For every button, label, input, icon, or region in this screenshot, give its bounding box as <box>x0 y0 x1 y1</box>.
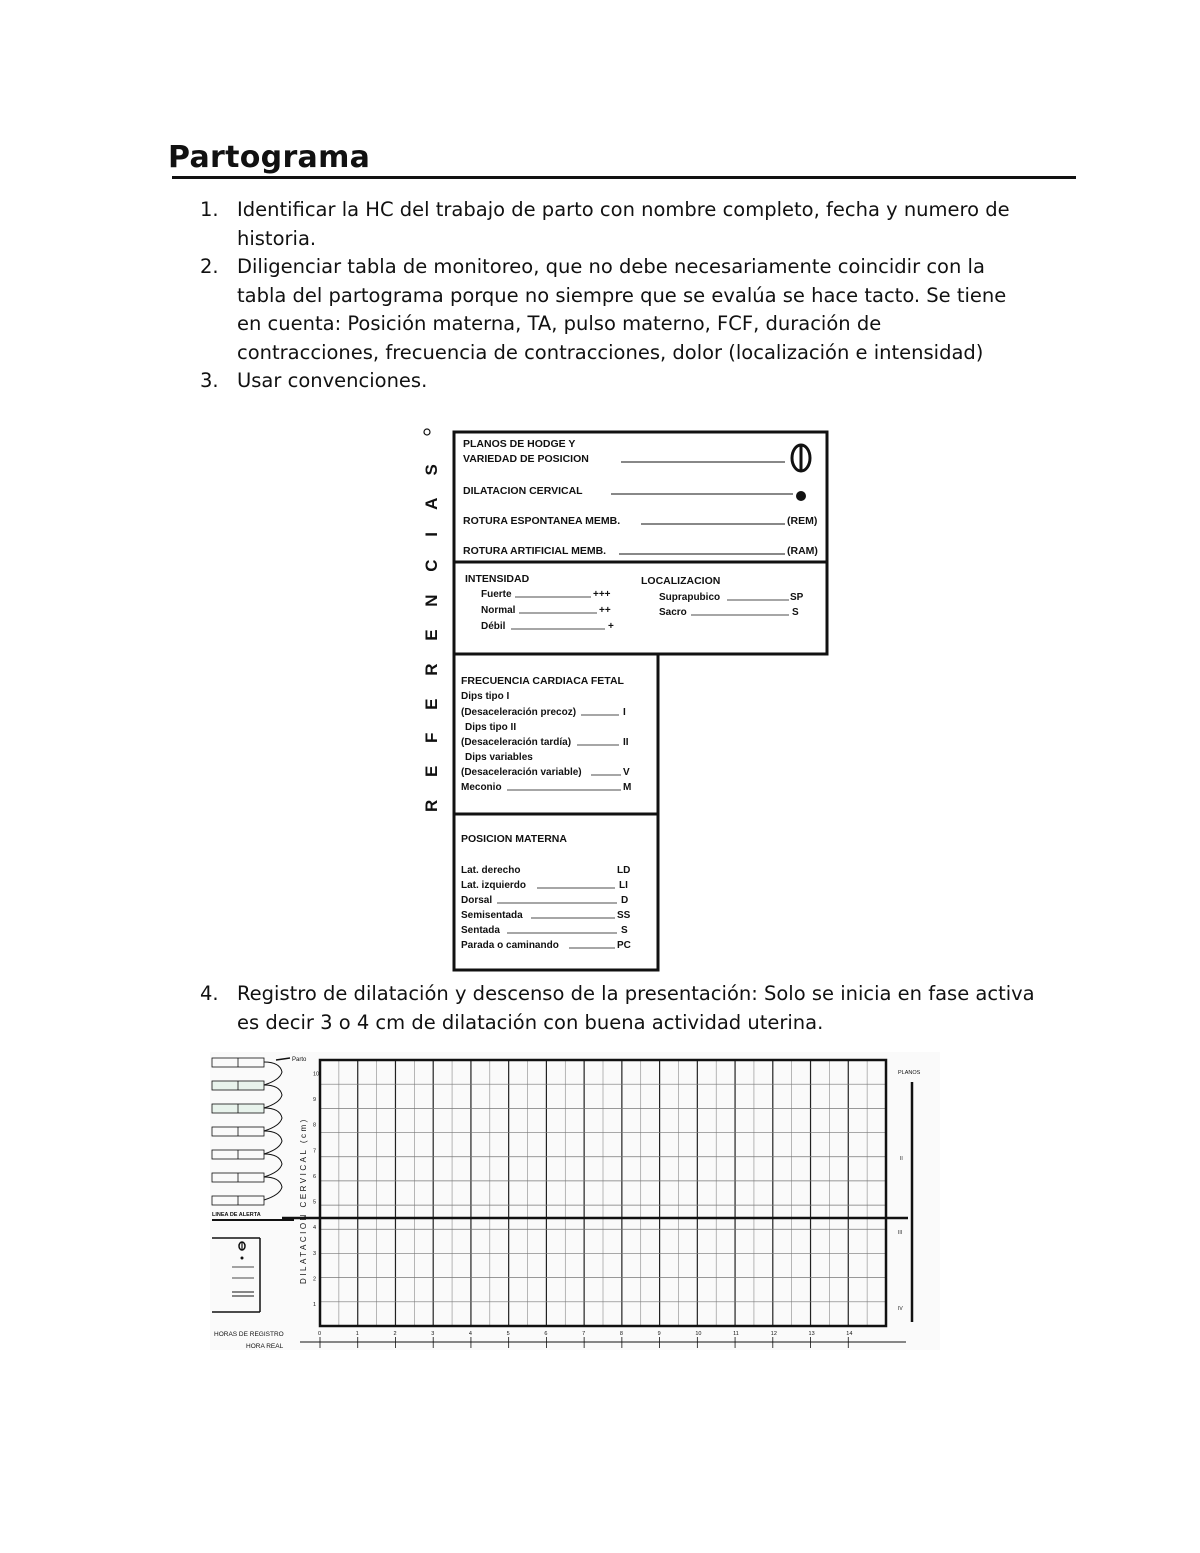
brace-connector <box>264 1154 282 1177</box>
location-heading: LOCALIZACION <box>641 575 721 587</box>
y-ticks <box>313 1071 319 1308</box>
x-tick-label: 10 <box>695 1331 702 1337</box>
y-tick-label: 3 <box>313 1250 317 1257</box>
y-tick-label: 5 <box>313 1199 317 1206</box>
intensity-heading: INTENSIDAD <box>465 573 530 585</box>
legend-mini <box>212 1238 260 1312</box>
x-tick-label: 2 <box>393 1331 397 1337</box>
list-text: Registro de dilatación y descenso de la presentación: Solo se inicia en fase activa es decir 3 o 4 cm de dilatación con buena actividad uterina. <box>237 982 1035 1034</box>
intensity-code: + <box>608 621 614 632</box>
x-tick-label: 6 <box>544 1331 548 1337</box>
x-tick-label: 3 <box>431 1331 435 1337</box>
box1-line5: ROTURA ARTIFICIAL MEMB. <box>463 545 607 557</box>
position-code: SS <box>617 910 631 921</box>
x-tick-label: 14 <box>846 1331 853 1337</box>
position-row: Semisentada <box>461 910 523 921</box>
marker-circle <box>424 429 430 435</box>
list-item <box>200 367 1020 396</box>
plane-tick: II <box>900 1156 903 1162</box>
y-tick-label: 6 <box>313 1173 317 1180</box>
position-code: PC <box>617 940 631 951</box>
parto-marker <box>276 1057 307 1063</box>
brace-connector <box>264 1108 282 1131</box>
y-tick-label: 7 <box>313 1148 317 1155</box>
position-code: LI <box>619 880 628 891</box>
brace-connector <box>264 1131 282 1154</box>
x-tick-label: 13 <box>808 1331 815 1337</box>
x-tick-label: 4 <box>468 1331 472 1337</box>
grid-lines <box>320 1060 886 1326</box>
y-tick-label: 8 <box>313 1122 317 1129</box>
box-hodge <box>454 432 827 562</box>
plane-tick: IV <box>898 1306 903 1312</box>
fcf-row: Dips tipo II <box>465 722 517 733</box>
position-row: Sentada <box>461 925 500 936</box>
x-ticks <box>318 1331 852 1348</box>
y-tick-label: 9 <box>313 1097 317 1104</box>
intensity-row: Fuerte <box>481 589 512 600</box>
x-tick-label: 9 <box>657 1331 661 1337</box>
location-code: SP <box>790 592 804 603</box>
list-number: 3. <box>200 369 219 392</box>
position-row: Dorsal <box>461 895 493 906</box>
location-code: S <box>792 607 799 618</box>
page-title: Partograma <box>168 140 371 175</box>
fcf-heading: FRECUENCIA CARDIACA FETAL <box>461 675 624 687</box>
position-row: Parada o caminando <box>461 940 559 951</box>
y-tick-label: 10 <box>313 1071 320 1078</box>
x-tick-label: 8 <box>619 1331 623 1337</box>
list-text: Diligenciar tabla de monitoreo, que no debe necesariamente coincidir con la tabla del partograma porque no siempre que se evalúa se hace tacto. Se tiene en cuenta: Posición materna, TA, pulso materno, FCF, duración de contracciones, frecuencia de contracciones, dolor (localización e intensidad) <box>237 255 1007 364</box>
intensity-row: Normal <box>481 605 516 616</box>
x-row2-label: HORA REAL <box>246 1343 284 1350</box>
fcf-code: V <box>623 767 630 778</box>
references-svg <box>415 424 845 976</box>
fcf-row: (Desaceleración tardía) <box>461 737 572 748</box>
references-figure <box>415 424 845 976</box>
x-tick-label: 12 <box>770 1331 777 1337</box>
list-item <box>200 253 1020 367</box>
fcf-code: I <box>623 707 626 718</box>
position-row: Lat. derecho <box>461 865 521 876</box>
box1-line2: VARIEDAD DE POSICION <box>463 453 589 465</box>
fcf-row: (Desaceleración precoz) <box>461 707 577 718</box>
brace-connector <box>264 1177 282 1200</box>
box1-line1: PLANOS DE HODGE Y <box>463 438 576 450</box>
brace-connector <box>264 1062 282 1085</box>
x-row-label: HORAS DE REGISTRO <box>214 1331 284 1338</box>
list-text: Usar convenciones. <box>237 369 428 392</box>
right-planes-scale <box>898 1070 921 1322</box>
box1-line3: DILATACION CERVICAL <box>463 485 583 497</box>
partogram-svg <box>210 1052 940 1350</box>
list-item <box>200 196 1020 253</box>
position-code: S <box>621 925 628 936</box>
y-axis-label: DILATACION CERVICAL (cm) <box>299 1117 308 1284</box>
box1-code-ram: (RAM) <box>787 545 818 557</box>
vertical-references-label: R E F E R E N C I A S <box>422 455 441 812</box>
fcf-code: M <box>623 782 632 793</box>
list-item-4 <box>200 980 1060 1037</box>
position-heading: POSICION MATERNA <box>461 833 567 845</box>
y-tick-label: 1 <box>313 1302 317 1309</box>
x-tick-label: 0 <box>318 1331 322 1337</box>
fcf-row: Meconio <box>461 782 502 793</box>
intensity-code: ++ <box>599 605 611 616</box>
x-tick-label: 1 <box>355 1331 359 1337</box>
x-tick-label: 11 <box>733 1331 739 1337</box>
title-underline <box>172 176 1076 179</box>
partogram-figure <box>210 1052 940 1350</box>
parto-label: Parto <box>292 1057 307 1063</box>
dot-icon <box>796 491 806 501</box>
location-row: Sacro <box>659 607 687 618</box>
y-tick-label: 2 <box>313 1276 317 1283</box>
brace-connector <box>264 1085 282 1108</box>
intensity-code: +++ <box>593 589 611 600</box>
fcf-row: Dips variables <box>465 752 533 763</box>
box1-code-rem: (REM) <box>787 515 818 527</box>
fcf-row: (Desaceleración variable) <box>461 767 582 778</box>
fcf-code: II <box>623 737 629 748</box>
position-code: LD <box>617 865 631 876</box>
hodge-symbol-icon <box>792 444 810 472</box>
fcf-row: Dips tipo I <box>461 691 510 702</box>
plane-tick: III <box>898 1230 903 1236</box>
list-number: 2. <box>200 255 219 278</box>
y-tick-label: 4 <box>313 1225 317 1232</box>
position-row: Lat. izquierdo <box>461 880 526 891</box>
planes-label: PLANOS <box>898 1070 921 1076</box>
left-time-boxes <box>212 1058 282 1205</box>
box1-line4: ROTURA ESPONTANEA MEMB. <box>463 515 621 527</box>
alert-line-label: LINEA DE ALERTA <box>212 1212 261 1218</box>
list-number: 1. <box>200 198 219 221</box>
instruction-list <box>200 196 1020 396</box>
x-tick-label: 7 <box>582 1331 586 1337</box>
x-tick-label: 5 <box>506 1331 510 1337</box>
list-text: Identificar la HC del trabajo de parto con nombre completo, fecha y numero de historia. <box>237 198 1010 250</box>
list-number: 4. <box>200 982 219 1005</box>
location-row: Suprapubico <box>659 592 721 603</box>
intensity-row: Débil <box>481 621 506 632</box>
position-code: D <box>621 895 629 906</box>
